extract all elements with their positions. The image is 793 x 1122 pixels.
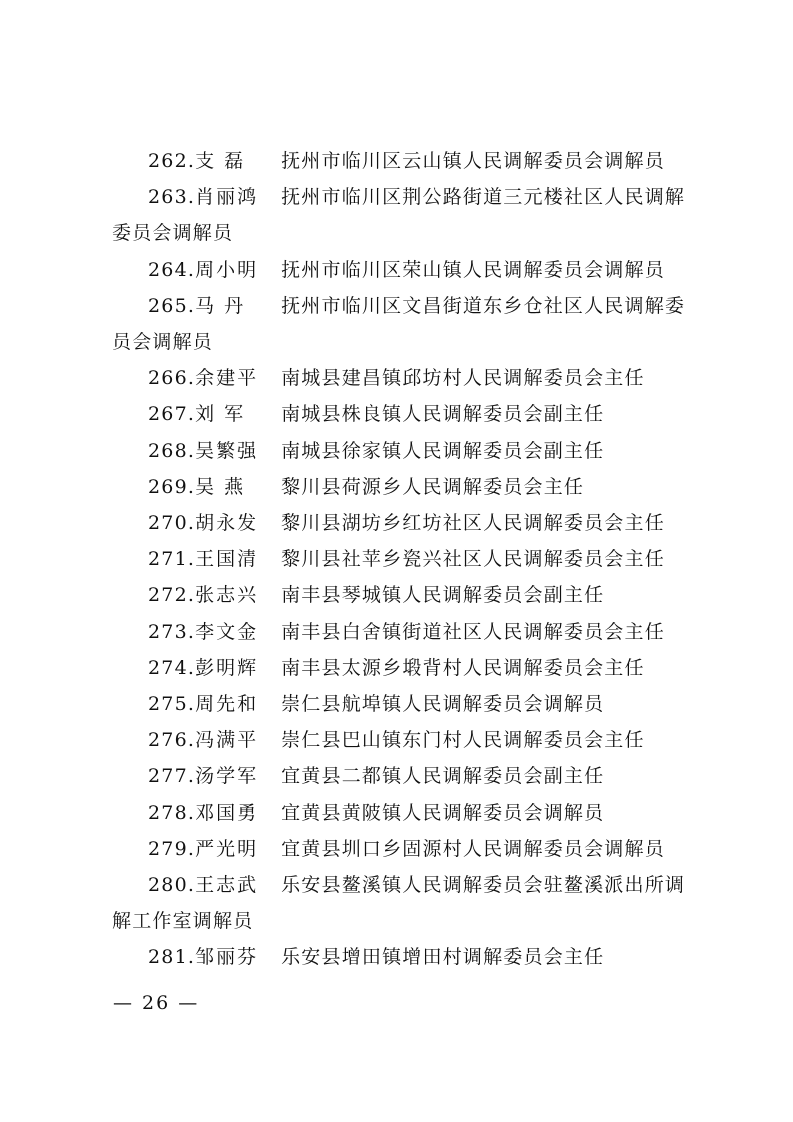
entry-organization: 乐安县增田镇增田村调解委员会主任 [281, 946, 605, 969]
list-item [112, 577, 702, 613]
entry-number: 265. [148, 294, 196, 317]
entry-number: 268. [148, 439, 196, 462]
list-item [112, 360, 702, 396]
entry-number: 279. [148, 837, 196, 860]
entry-number: 267. [148, 403, 196, 426]
entry-number: 272. [148, 584, 196, 607]
list-item [112, 831, 702, 867]
entry-organization: 崇仁县航埠镇人民调解委员会调解员 [281, 693, 605, 716]
list-item [112, 252, 702, 288]
entry-number: 269. [148, 475, 196, 498]
entry-name: 周小明 [195, 258, 259, 281]
entry-name: 周先和 [195, 693, 259, 716]
entry-organization: 宜黄县圳口乡固源村人民调解委员会调解员 [281, 837, 665, 860]
entry-number: 273. [148, 620, 196, 643]
list-item [112, 541, 702, 577]
entry-number: 277. [148, 765, 196, 788]
entry-number: 270. [148, 512, 196, 535]
entry-organization: 南丰县琴城镇人民调解委员会副主任 [281, 584, 605, 607]
entry-organization: 黎川县荷源乡人民调解委员会主任 [281, 475, 585, 498]
entry-number: 264. [148, 258, 196, 281]
entry-organization: 宜黄县黄陂镇人民调解委员会调解员 [281, 801, 605, 824]
entry-organization: 崇仁县巴山镇东门村人民调解委员会主任 [281, 729, 645, 752]
entry-name: 冯满平 [195, 729, 259, 752]
entry-name: 汤学军 [195, 765, 259, 788]
entry-number: 280. [148, 874, 196, 897]
entry-number: 281. [148, 946, 196, 969]
entry-name: 马 丹 [195, 294, 246, 317]
entry-name: 李文金 [195, 620, 259, 643]
entry-organization: 南城县株良镇人民调解委员会副主任 [281, 403, 605, 426]
list-item [112, 396, 702, 432]
list-item [112, 143, 702, 179]
entry-name: 邹丽芬 [195, 946, 259, 969]
list-item [112, 650, 702, 686]
entry-organization: 抚州市临川区云山镇人民调解委员会调解员 [281, 150, 665, 172]
entry-organization: 抚州市临川区文昌街道东乡仓社区人民调解委员会调解员 [112, 294, 686, 354]
page-number: — 26 — [113, 992, 200, 1014]
list-item [112, 288, 702, 360]
entry-number: 266. [148, 367, 196, 390]
entry-number: 276. [148, 729, 196, 752]
entry-organization: 南城县建昌镇邱坊村人民调解委员会主任 [281, 367, 645, 390]
list-item [112, 758, 702, 794]
list-item [112, 614, 702, 650]
list-item [112, 939, 702, 975]
entry-name: 胡永发 [195, 512, 259, 535]
entry-organization: 宜黄县二都镇人民调解委员会副主任 [281, 765, 605, 788]
entry-name: 严光明 [195, 837, 259, 860]
entry-organization: 南丰县太源乡塅背村人民调解委员会主任 [281, 656, 645, 679]
entry-name: 肖丽鸿 [195, 186, 259, 209]
entry-name: 王志武 [195, 874, 259, 897]
entry-number: 263. [148, 186, 196, 209]
list-item [112, 722, 702, 758]
entry-name: 刘 军 [195, 403, 246, 426]
entry-name: 支 磊 [195, 150, 246, 172]
list-item [112, 795, 702, 831]
entry-name: 王国清 [195, 548, 259, 571]
entry-name: 彭明辉 [195, 656, 259, 679]
list-item [112, 867, 702, 939]
list-item [112, 686, 702, 722]
entry-number: 278. [148, 801, 196, 824]
entry-number: 271. [148, 548, 196, 571]
entry-organization: 南丰县白舍镇街道社区人民调解委员会主任 [281, 620, 665, 643]
entry-name: 余建平 [195, 367, 259, 390]
entry-name: 邓国勇 [195, 801, 259, 824]
entry-organization: 南城县徐家镇人民调解委员会副主任 [281, 439, 605, 462]
entry-organization: 抚州市临川区荣山镇人民调解委员会调解员 [281, 258, 665, 281]
entry-organization: 黎川县湖坊乡红坊社区人民调解委员会主任 [281, 512, 665, 535]
entry-number: 275. [148, 693, 196, 716]
entry-name: 吴繁强 [195, 439, 259, 462]
entry-number: 274. [148, 656, 196, 679]
list-item [112, 179, 702, 251]
list-item [112, 469, 702, 505]
entry-list [112, 143, 702, 976]
list-item [112, 433, 702, 469]
entry-number: 262. [148, 150, 196, 172]
entry-name: 张志兴 [195, 584, 259, 607]
list-item [112, 505, 702, 541]
entry-organization: 乐安县鳌溪镇人民调解委员会驻鳌溪派出所调解工作室调解员 [112, 874, 686, 933]
entry-name: 吴 燕 [195, 475, 246, 498]
entry-organization: 黎川县社苹乡瓷兴社区人民调解委员会主任 [281, 548, 665, 571]
entry-organization: 抚州市临川区荆公路街道三元楼社区人民调解委员会调解员 [112, 186, 686, 245]
